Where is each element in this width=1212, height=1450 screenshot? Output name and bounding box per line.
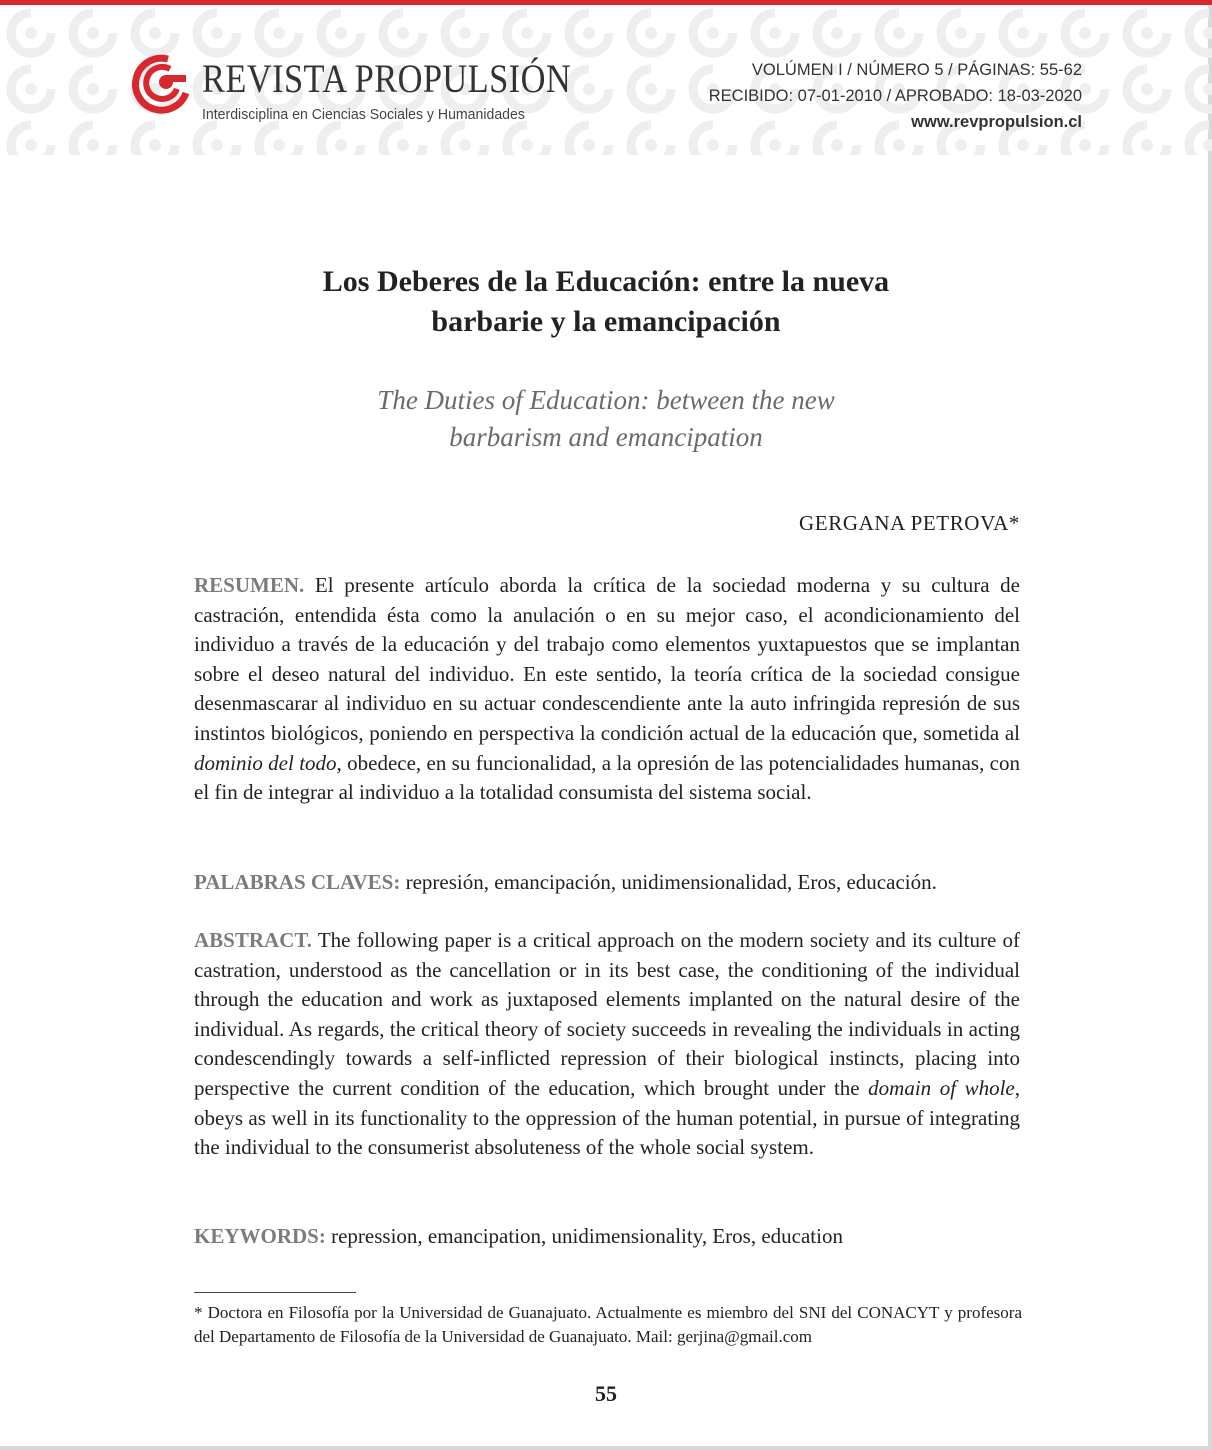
abstract-text-1: The following paper is a critical approach on the modern society and its culture of castration, understood as the cancellation or in its best case, the conditioning of the individual through the education and work as juxtaposed elements implanted on the natural desire of the individual. As regards, the critical theory of society succeeds in revealing the individuals in acting condescendingly towards a self-inflicted repression of their biological instincts, placing into perspective the current condition of the education, which brought under the xyxy=(194,928,1020,1100)
page-number: 55 xyxy=(595,1381,617,1406)
abstract-label: ABSTRACT. xyxy=(194,928,313,952)
dates-line: RECIBIDO: 07-01-2010 / APROBADO: 18-03-2020 xyxy=(708,87,1082,105)
palabras-claves-paragraph xyxy=(194,868,1020,898)
article-title-en xyxy=(0,382,1212,456)
article-title-es xyxy=(0,262,1212,342)
palabras-label: PALABRAS CLAVES: xyxy=(194,870,401,894)
title-es-line-1: Los Deberes de la Educación: entre la nueva xyxy=(322,265,890,298)
issue-metadata xyxy=(709,57,1082,135)
title-block xyxy=(0,262,1212,456)
propulsion-swirl-icon xyxy=(130,53,192,115)
volume-line: VOLÚMEN I / NÚMERO 5 / PÁGINAS: 55-62 xyxy=(751,61,1082,79)
palabras-text: represión, emancipación, unidimensionalidad, Eros, educación. xyxy=(400,870,937,894)
title-en-line-1: The Duties of Education: between the new xyxy=(377,385,835,415)
footnote-divider xyxy=(194,1292,356,1293)
resumen-text-1: El presente artículo aborda la crítica de la sociedad moderna y su cultura de castración, entendida ésta como la anulación o en su mejor caso, el acondicionamiento del individuo a través de la educación y del trabajo como elementos yuxtapuestos que se implantan sobre el deseo natural del individuo. En este sentido, la teoría crítica de la sociedad consigue desenmascarar al individuo en su actuar condescendiente ante la auto infringida represión de sus instintos biológicos, poniendo en perspectiva la condición actual de la educación que, sometida al xyxy=(194,573,1020,745)
abstract-italic: domain of whole xyxy=(868,1075,1015,1100)
resumen-label: RESUMEN. xyxy=(194,573,305,597)
abstract-paragraph xyxy=(194,926,1020,1163)
keywords-label: KEYWORDS: xyxy=(194,1224,326,1248)
keywords-paragraph xyxy=(194,1222,1020,1252)
author-footnote: * Doctora en Filosofía por la Universidad de Guanajuato. Actualmente es miembro del SNI del CONACYT y profesora del Departamento de Filosofía de la Universidad de Guanajuato. Mail: gerjina@gmail.com xyxy=(194,1303,1022,1346)
journal-website: www.revpropulsion.cl xyxy=(911,113,1082,131)
resumen-italic: dominio del todo, xyxy=(194,750,342,775)
resumen-text-2: obedece, en su funcionalidad, a la opresión de las potencialidades humanas, con el fin de integrar al individuo a la totalidad consumista del sistema social. xyxy=(194,750,1021,805)
abstract-text-2: , obeys as well in its functionality to the oppression of the human potential, in pursue of integrating the individual to the consumerist absoluteness of the whole social system. xyxy=(194,1075,1021,1160)
journal-header xyxy=(0,5,1212,155)
resumen-paragraph xyxy=(194,571,1020,808)
author-name: GERGANA PETROVA* xyxy=(799,511,1020,535)
journal-name: REVISTA PROPULSIÓN xyxy=(202,56,572,101)
keywords-text: repression, emancipation, unidimensionality, Eros, education xyxy=(325,1224,843,1248)
title-en-line-2: barbarism and emancipation xyxy=(449,422,763,452)
journal-tagline: Interdisciplina en Ciencias Sociales y Humanidades xyxy=(202,106,525,123)
title-es-line-2: barbarie y la emancipación xyxy=(431,305,781,338)
